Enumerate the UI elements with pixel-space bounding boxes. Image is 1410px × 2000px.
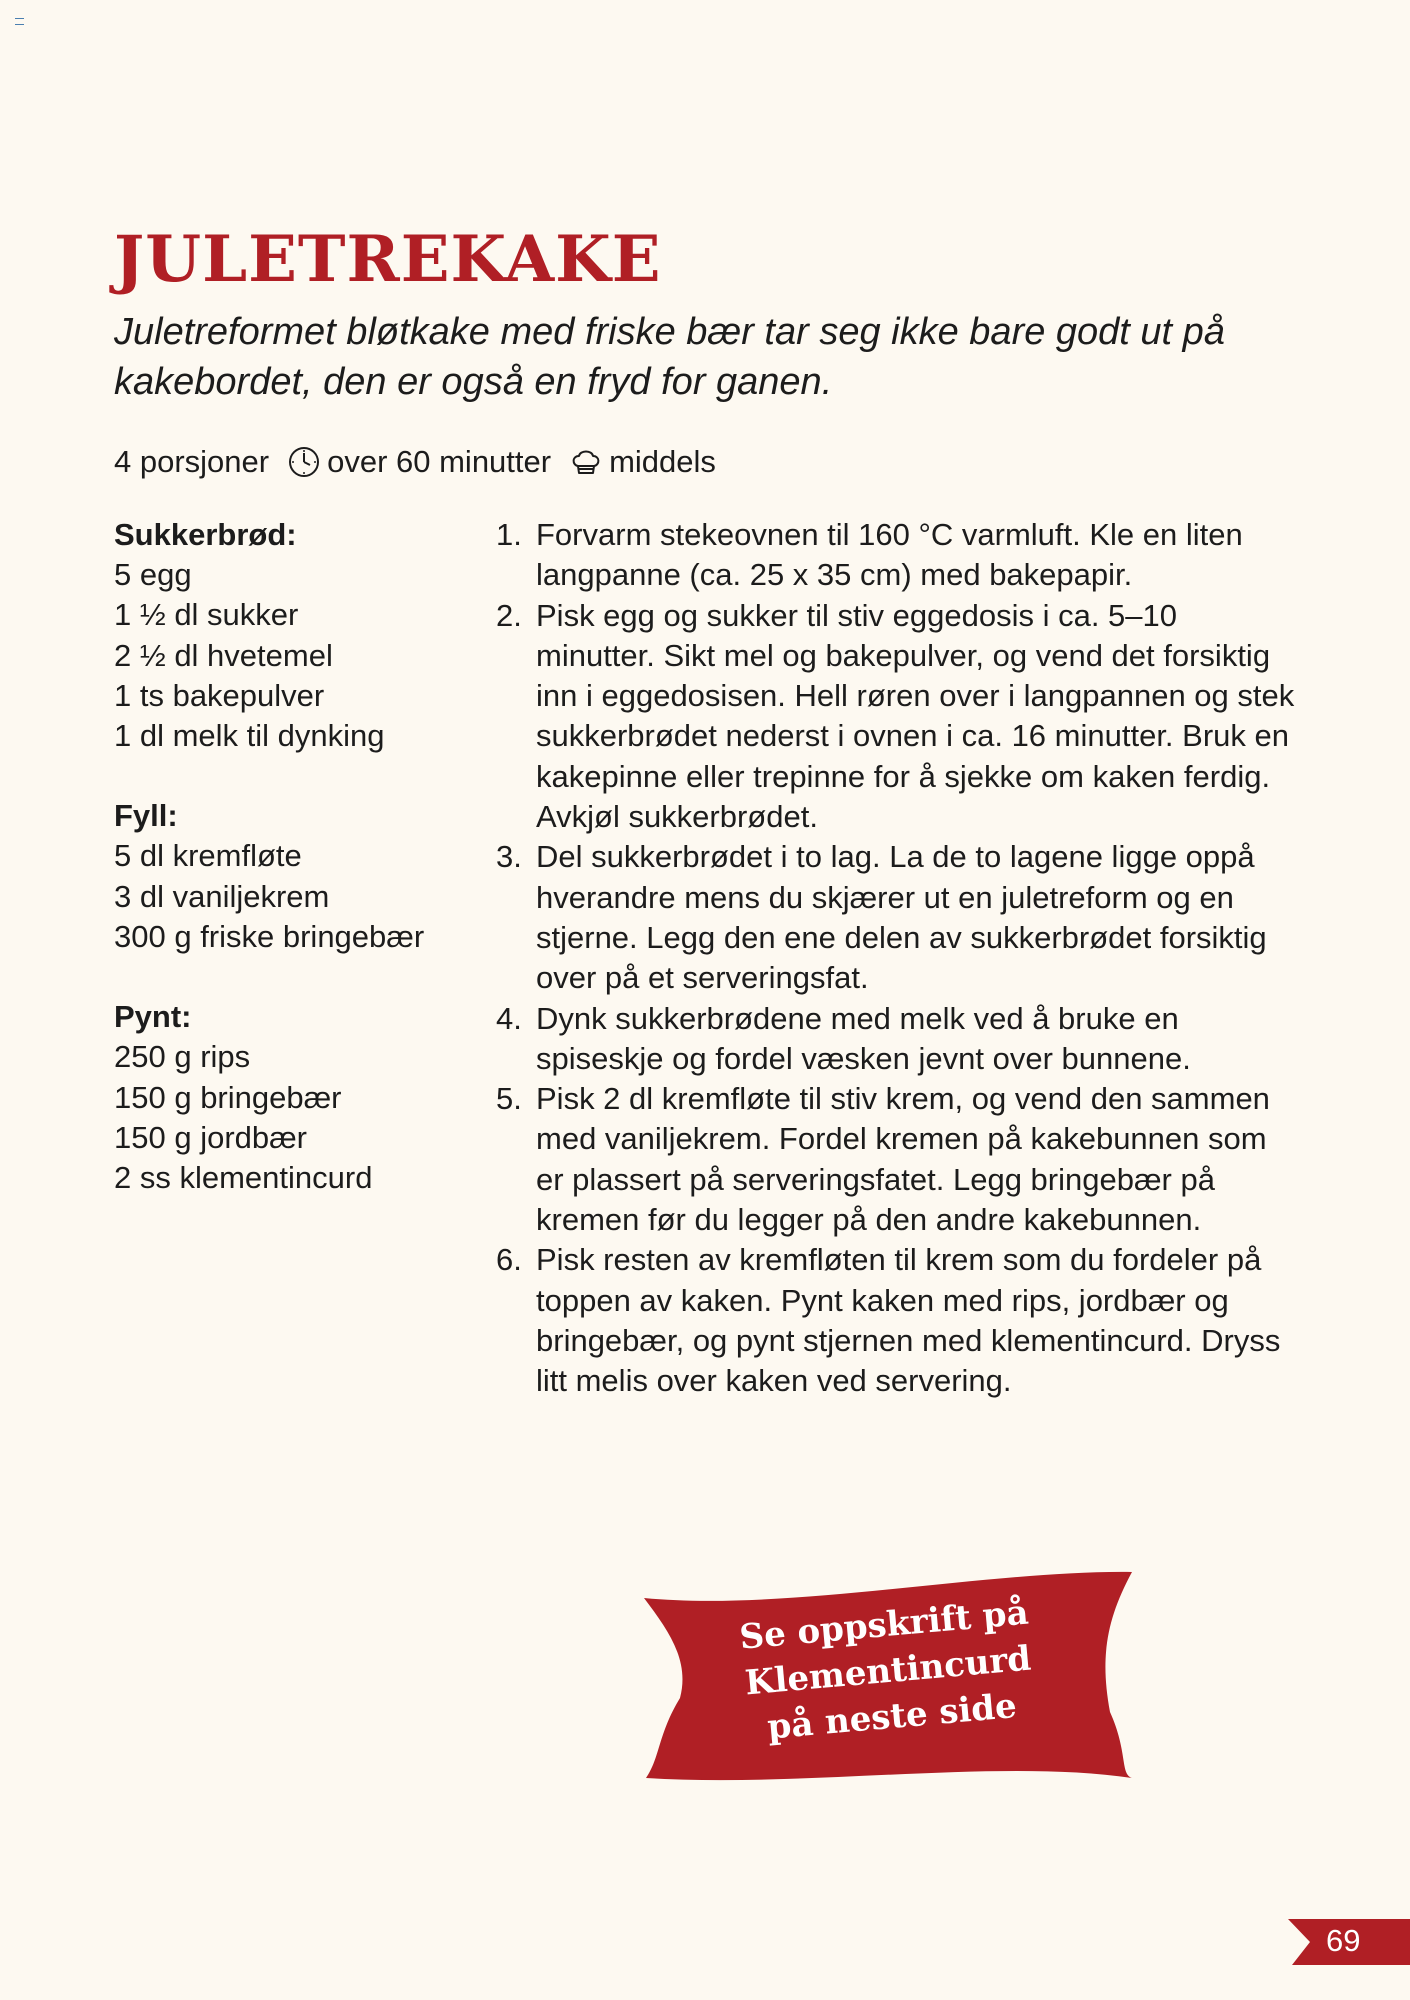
ingredient-group-sukkerbrod (114, 515, 474, 756)
prep-time (287, 444, 551, 480)
ingredient-item: 150 g bringebær (114, 1079, 342, 1115)
prep-time-text: over 60 minutter (327, 444, 552, 479)
clock-icon (287, 445, 321, 479)
next-page-banner[interactable] (638, 1562, 1138, 1812)
ingredient-item: 250 g rips (114, 1039, 251, 1075)
method-step (496, 596, 1296, 838)
step-number: 5. (496, 1081, 522, 1117)
step-text: Del sukkerbrødet i to lag. La de to lagene ligge oppå hverandre mens du skjærer ut en juletreform og en stjerne. Legg den ene delen av sukkerbrødet forsiktig over på et serveringsfat. (536, 839, 1267, 996)
method-step (496, 837, 1296, 998)
ingredient-item: 1 ts bakepulver (114, 677, 325, 713)
step-number: 2. (496, 597, 522, 633)
ingredient-group-fyll (114, 796, 474, 957)
banner-line: på neste side (765, 1686, 1019, 1748)
corner-mark (15, 18, 24, 25)
ingredient-item: 300 g friske bringebær (114, 919, 425, 955)
step-text: Pisk egg og sukker til stiv eggedosis i ca. 5–10 minutter. Sikt mel og bakepulver, og vend det forsiktig inn i eggedosisen. Hell røren over i langpannen og stek sukkerbrødet nederst i ovnen i ca. 16 minutter. Bruk en kakepinne eller trepinne for å sjekke om kaken ferdig. Avkjøl sukkerbrødet. (536, 597, 1295, 835)
step-number: 3. (496, 839, 522, 875)
page-number: 69 (1326, 1923, 1361, 1958)
ingredient-item: 150 g jordbær (114, 1119, 308, 1155)
ingredient-item: 1 ½ dl sukker (114, 597, 299, 633)
ingredient-group-pynt (114, 997, 474, 1198)
step-text: Pisk resten av kremfløten til krem som du fordeler på toppen av kaken. Pynt kaken med rips, jordbær og bringebær, og pynt stjernen med klementincurd. Dryss litt melis over kaken ved servering. (536, 1242, 1281, 1399)
step-number: 1. (496, 517, 522, 552)
method-steps (496, 515, 1296, 1402)
ingredient-item: 3 dl vaniljekrem (114, 878, 330, 914)
ingredient-item: 2 ½ dl hvetemel (114, 637, 333, 673)
step-number: 6. (496, 1242, 522, 1278)
ingredient-heading: Fyll: (114, 798, 178, 834)
step-text: Forvarm stekeovnen til 160 °C varmluft. Kle en liten langpanne (ca. 25 x 35 cm) med bakepapir. (536, 517, 1243, 593)
ingredient-item: 5 egg (114, 557, 192, 592)
ingredient-heading: Sukkerbrød: (114, 517, 297, 552)
recipe-meta (114, 440, 716, 484)
method-step (496, 999, 1296, 1080)
servings-text: 4 porsjoner (114, 444, 270, 479)
difficulty-text: middels (609, 444, 716, 479)
page-number-tab (1288, 1915, 1410, 1967)
ingredient-item: 2 ss klementincurd (114, 1160, 373, 1196)
ingredient-item: 5 dl kremfløte (114, 838, 302, 874)
step-text: Dynk sukkerbrødene med melk ved å bruke en spiseskje og fordel væsken jevnt over bunnene. (536, 1000, 1191, 1076)
step-text: Pisk 2 dl kremfløte til stiv krem, og vend den sammen med vaniljekrem. Fordel kremen på kakebunnen som er plassert på serveringsfatet. Legg bringebær på kremen før du legger på den andre kakebunnen. (536, 1081, 1270, 1238)
method-step (496, 1240, 1296, 1401)
difficulty (569, 444, 716, 480)
recipe-title: JULETREKAKE (114, 222, 662, 297)
method-step (496, 515, 1296, 596)
servings (114, 444, 269, 480)
method-step (496, 1079, 1296, 1240)
step-number: 4. (496, 1000, 522, 1036)
banner-line: Klementincurd (743, 1638, 1033, 1704)
ingredient-list (114, 515, 474, 1199)
recipe-subtitle: Juletreformet bløtkake med friske bær tar seg ikke bare godt ut på kakebordet, den er også en fryd for ganen. (114, 311, 1225, 403)
chef-hat-icon (569, 445, 603, 479)
banner-line: Se oppskrift på (737, 1592, 1031, 1658)
ingredient-item: 1 dl melk til dynking (114, 718, 385, 754)
ingredient-heading: Pynt: (114, 999, 192, 1035)
